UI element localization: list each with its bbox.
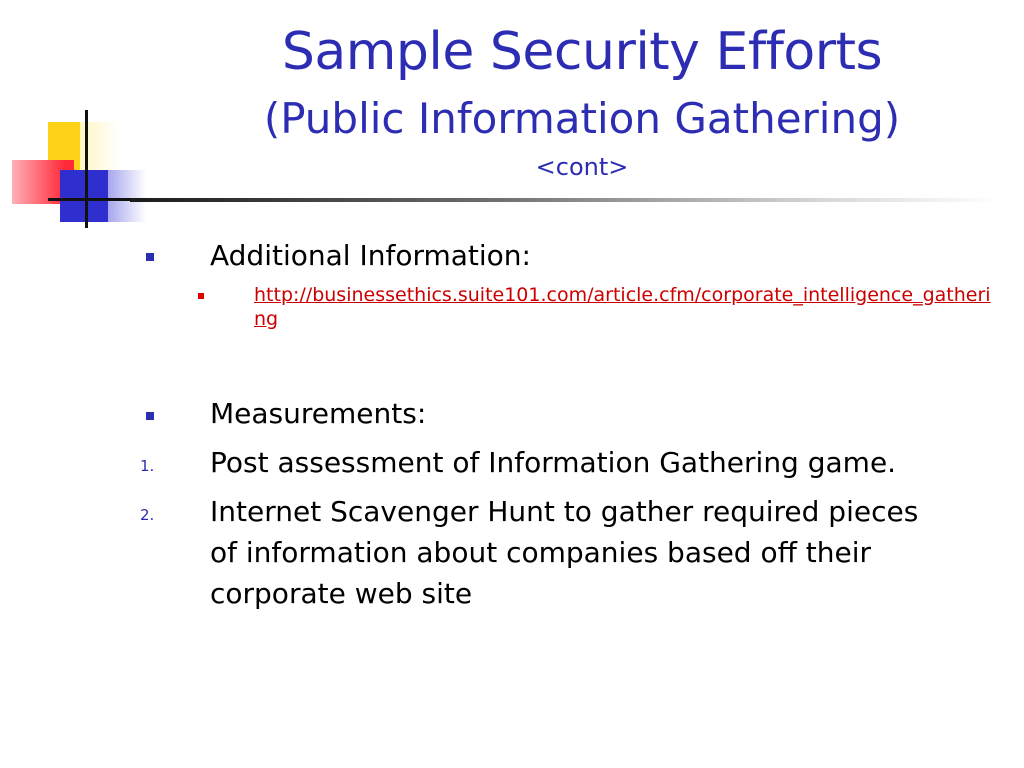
bullet-square-icon <box>146 253 154 261</box>
reference-link[interactable]: http://businessethics.suite101.com/article.cfm/corporate_intelligence_gathering <box>254 284 991 330</box>
slide-title: Sample Security Efforts <box>281 22 883 82</box>
sub-bullet-square-icon <box>198 293 204 299</box>
measurement-item-1: Post assessment of Information Gathering game. <box>210 446 897 479</box>
list-number: 1. <box>140 457 155 475</box>
measurement-item-2-line-2: of information about companies based off their <box>210 536 872 569</box>
slide-subtitle: (Public Information Gathering) <box>263 94 901 143</box>
measurements-label: Measurements: <box>210 397 427 430</box>
bullet-square-icon <box>146 412 154 420</box>
list-number: 2. <box>140 506 155 524</box>
additional-information-label: Additional Information: <box>210 239 531 272</box>
slide-continued-label: <cont> <box>535 153 629 181</box>
measurement-item-2-line-3: corporate web site <box>210 577 473 610</box>
measurement-item-2-line-1: Internet Scavenger Hunt to gather required pieces <box>210 495 919 528</box>
